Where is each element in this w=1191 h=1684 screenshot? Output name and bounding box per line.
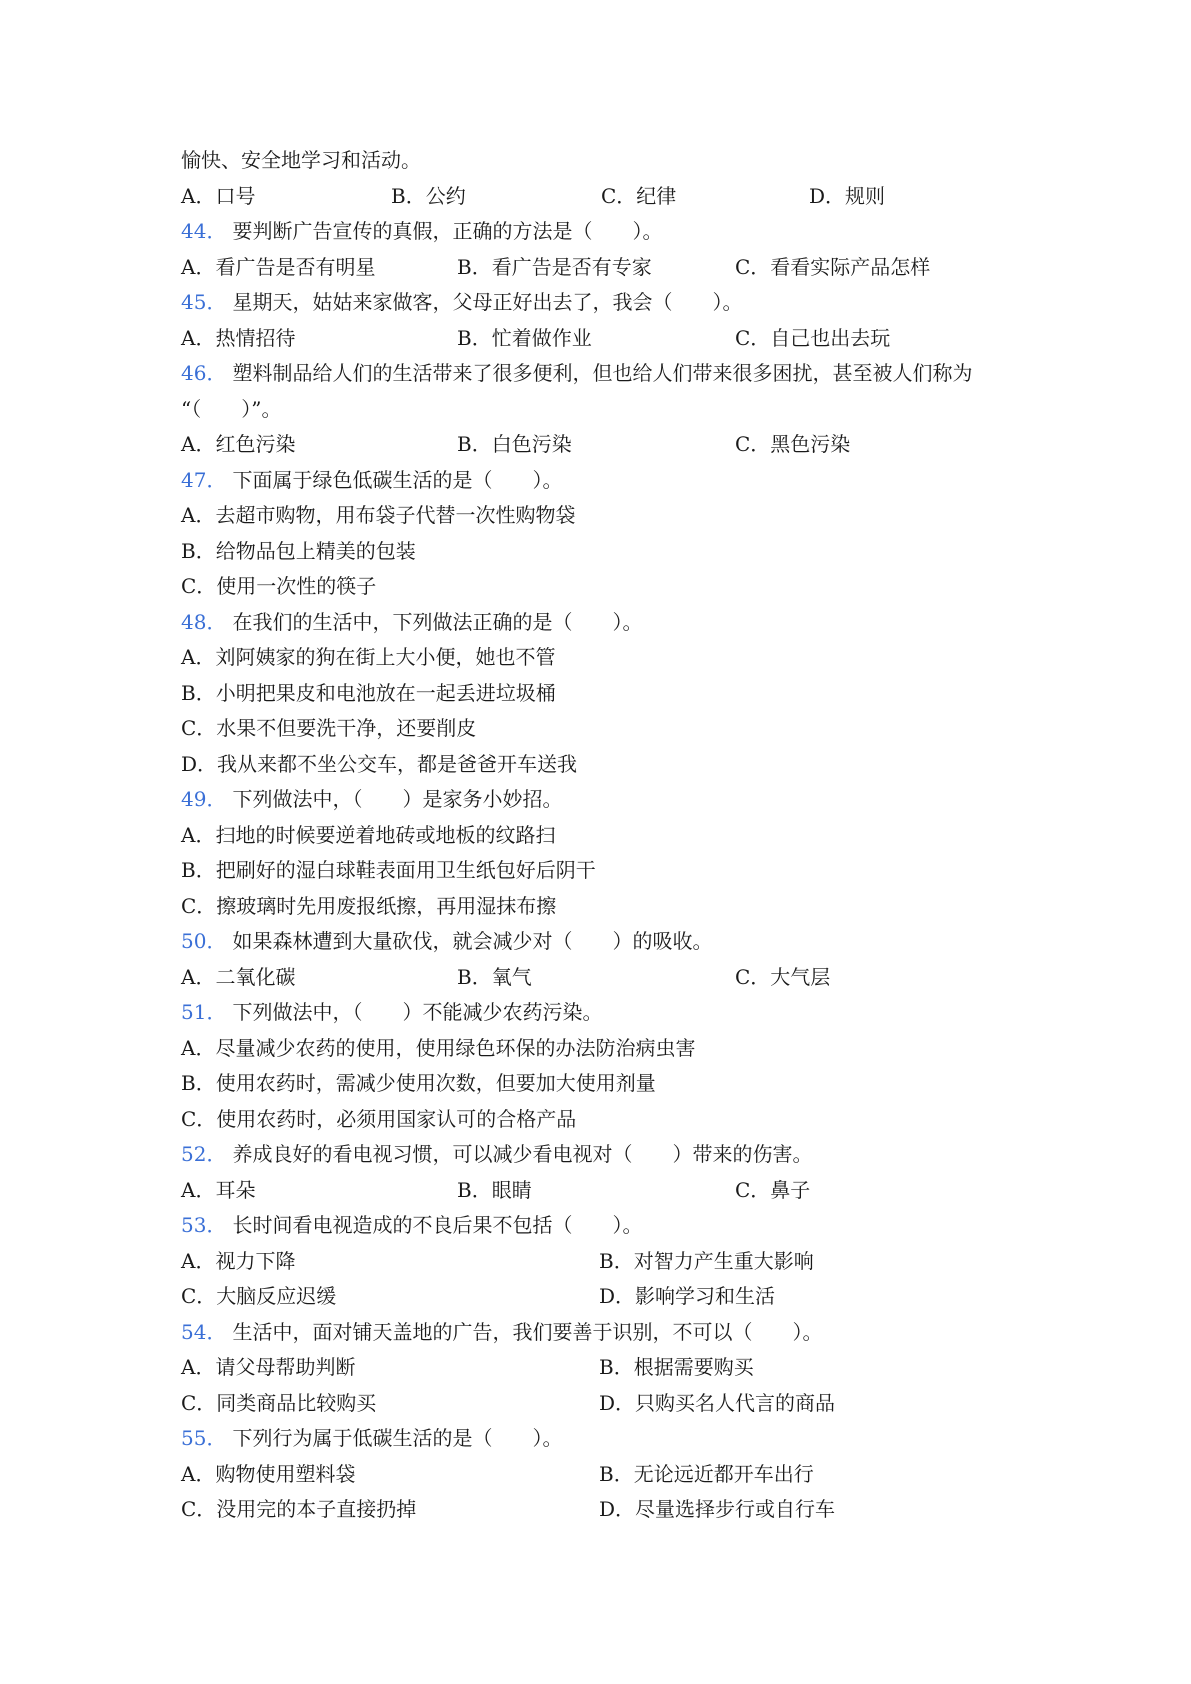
question-45: [181, 285, 1051, 321]
option-c: C．纪律: [601, 183, 677, 208]
question-text: 要判断广告宣传的真假，正确的方法是（ ）。: [232, 219, 663, 243]
question-number: 44．: [181, 219, 227, 243]
question-text: 长时间看电视造成的不良后果不包括（ ）。: [232, 1213, 643, 1237]
q46-options-row: [181, 427, 1051, 463]
option-a: A．去超市购物，用布袋子代替一次性购物袋: [181, 503, 576, 527]
question-53: [181, 1208, 1051, 1244]
option-c: C．同类商品比较购买: [181, 1390, 377, 1415]
option-b: B．氧气: [457, 964, 532, 989]
question-47: [181, 463, 1051, 499]
question-text: 养成良好的看电视习惯，可以减少看电视对（ ）带来的伤害。: [232, 1142, 813, 1166]
question-46-continued: “（ ）”。: [181, 396, 282, 421]
q44-options-row: [181, 250, 1051, 286]
exam-page: [181, 143, 1051, 1528]
question-number: 48．: [181, 609, 227, 634]
option-a: A．请父母帮助判断: [181, 1355, 356, 1379]
option-b: B．白色污染: [457, 432, 572, 456]
q55-options-row-1: [181, 1457, 1051, 1493]
option-b: B．看广告是否有专家: [457, 254, 652, 279]
option-a: A．热情招待: [181, 325, 296, 350]
question-48: [181, 605, 1051, 641]
option-a: A．红色污染: [181, 432, 296, 456]
option-a: A．视力下降: [181, 1248, 296, 1273]
option-c: C．水果不但要洗干净，还要削皮: [181, 716, 477, 740]
question-51: [181, 995, 1051, 1031]
option-b: B．给物品包上精美的包装: [181, 538, 416, 563]
option-c: C．看看实际产品怎样: [735, 254, 931, 279]
q52-options-row: [181, 1173, 1051, 1209]
q53-options-row-2: [181, 1279, 1051, 1315]
option-c: C．自己也出去玩: [735, 325, 891, 350]
question-text: 生活中，面对铺天盖地的广告，我们要善于识别，不可以（ ）。: [232, 1319, 823, 1344]
question-number: 45．: [181, 290, 227, 314]
option-d: D．我从来都不坐公交车，都是爸爸开车送我: [181, 751, 578, 776]
question-number: 52．: [181, 1142, 227, 1166]
option-c: C．擦玻璃时先用废报纸擦，再用湿抹布擦: [181, 893, 557, 918]
option-d: D．只购买名人代言的商品: [599, 1390, 836, 1415]
option-b: B．小明把果皮和电池放在一起丢进垃圾桶: [181, 680, 556, 705]
option-c: C．使用一次性的筷子: [181, 574, 377, 598]
question-text: 下列行为属于低碳生活的是（ ）。: [232, 1426, 563, 1450]
question-number: 47．: [181, 467, 227, 492]
option-c: C．没用完的本子直接扔掉: [181, 1497, 417, 1521]
q50-options-row: [181, 960, 1051, 996]
question-text: 下列做法中，（ ）不能减少农药污染。: [232, 1000, 603, 1024]
option-b: B．眼睛: [457, 1177, 532, 1202]
option-a: A．购物使用塑料袋: [181, 1461, 356, 1486]
option-c: C．大脑反应迟缓: [181, 1284, 337, 1308]
option-c: C．大气层: [735, 964, 831, 989]
question-number: 55．: [181, 1426, 227, 1450]
option-a: A．二氧化碳: [181, 964, 296, 989]
option-b: B．无论远近都开车出行: [599, 1461, 814, 1486]
q55-options-row-2: [181, 1492, 1051, 1528]
question-49: [181, 782, 1051, 818]
option-d: D．尽量选择步行或自行车: [599, 1497, 836, 1521]
question-52: [181, 1137, 1051, 1173]
q53-options-row-1: [181, 1244, 1051, 1280]
option-b: B．根据需要购买: [599, 1355, 754, 1379]
option-c: C．鼻子: [735, 1177, 811, 1202]
question-text: 如果森林遭到大量砍伐，就会减少对（ ）的吸收。: [232, 929, 713, 953]
option-b: B．使用农药时，需减少使用次数，但要加大使用剂量: [181, 1071, 656, 1095]
question-number: 49．: [181, 787, 227, 811]
intro-tail-text: 愉快、安全地学习和活动。: [181, 148, 421, 172]
option-d: D．规则: [809, 183, 886, 208]
question-46: [181, 356, 1051, 392]
question-text: 下列做法中，（ ）是家务小妙招。: [232, 787, 563, 811]
question-44: [181, 214, 1051, 250]
question-number: 51．: [181, 1000, 227, 1024]
option-b: B．把刷好的湿白球鞋表面用卫生纸包好后阴干: [181, 858, 596, 882]
option-a: A．扫地的时候要逆着地砖或地板的纹路扫: [181, 822, 556, 847]
option-a: A．口号: [181, 183, 256, 208]
option-d: D．影响学习和生活: [599, 1284, 776, 1308]
q43-options-row: [181, 179, 1051, 215]
option-b: B．对智力产生重大影响: [599, 1248, 814, 1273]
option-c: C．使用农药时，必须用国家认可的合格产品: [181, 1106, 577, 1131]
option-a: A．耳朵: [181, 1177, 256, 1202]
q45-options-row: [181, 321, 1051, 357]
option-b: B．忙着做作业: [457, 325, 592, 350]
question-text: 在我们的生活中，下列做法正确的是（ ）。: [232, 609, 643, 634]
option-c: C．黑色污染: [735, 432, 851, 456]
question-text: 星期天，姑姑来家做客，父母正好出去了，我会（ ）。: [232, 290, 743, 314]
option-b: B．公约: [391, 183, 466, 208]
question-50: [181, 924, 1051, 960]
question-number: 46．: [181, 361, 227, 385]
option-a: A．刘阿姨家的狗在街上大小便，她也不管: [181, 645, 556, 669]
option-a: A．尽量减少农药的使用，使用绿色环保的办法防治病虫害: [181, 1035, 696, 1060]
question-55: [181, 1421, 1051, 1457]
question-text: 塑料制品给人们的生活带来了很多便利，但也给人们带来很多困扰，甚至被人们称为: [232, 361, 973, 385]
question-number: 50．: [181, 929, 227, 953]
option-a: A．看广告是否有明星: [181, 254, 376, 279]
q54-options-row-1: [181, 1350, 1051, 1386]
q54-options-row-2: [181, 1386, 1051, 1422]
question-54: [181, 1315, 1051, 1351]
question-text: 下面属于绿色低碳生活的是（ ）。: [232, 467, 563, 492]
question-number: 53．: [181, 1213, 227, 1237]
question-number: 54．: [181, 1319, 227, 1344]
